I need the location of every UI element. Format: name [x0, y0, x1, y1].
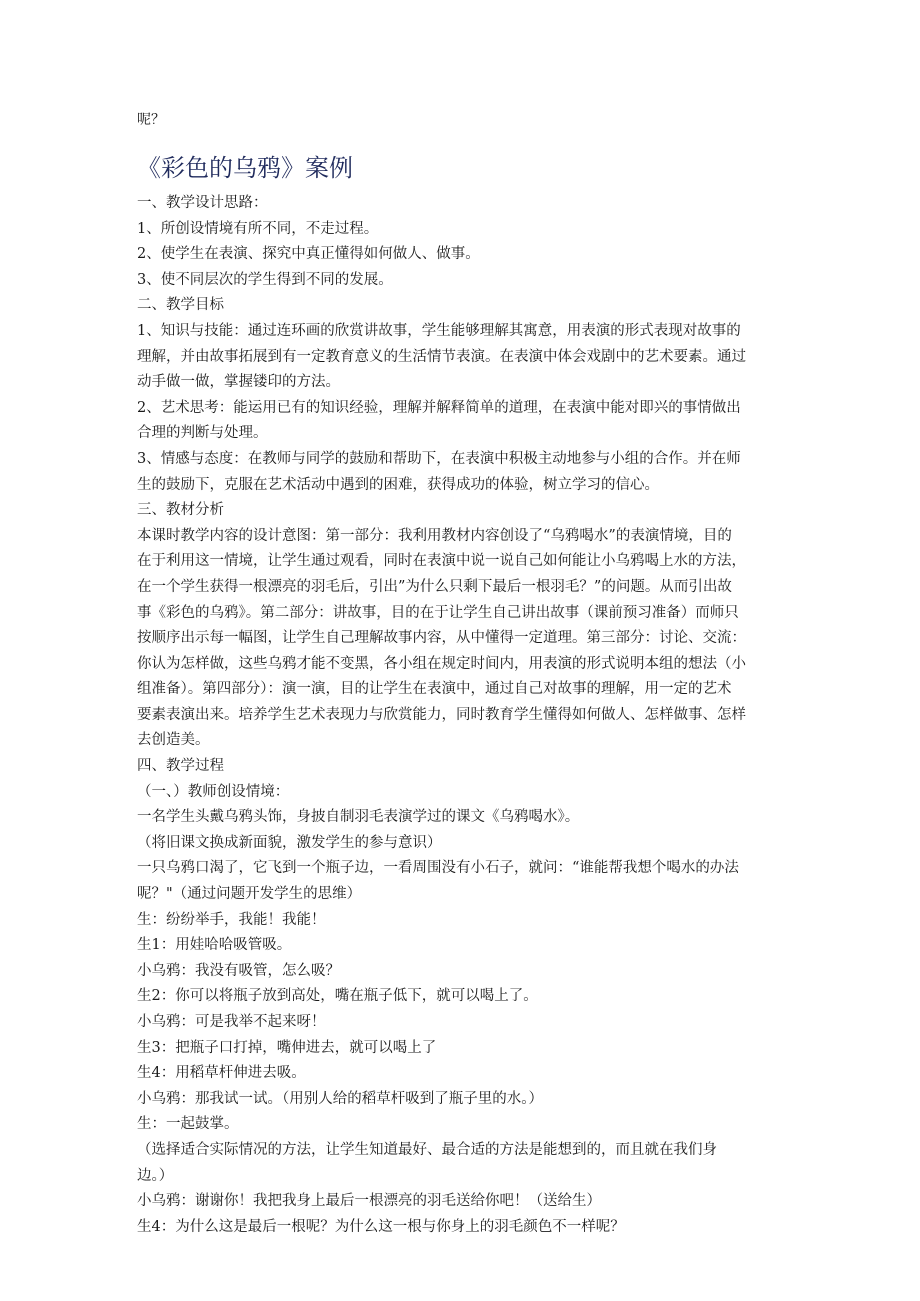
text-line: （选择适合实际情况的方法，让学生知道最好、最合适的方法是能想到的，而且就在我们身 [137, 1141, 717, 1158]
text-line: 去创造美。 [137, 732, 210, 749]
text-line: （将旧课文换成新面貌，激发学生的参与意识） [137, 834, 442, 851]
text-line: 小乌鸦：我没有吸管，怎么吸？ [137, 962, 340, 979]
text-line: 三、教材分析 [137, 502, 224, 519]
text-line: （一、）教师创设情境： [137, 783, 290, 800]
text-line: 呢？"（通过问题开发学生的思维） [137, 886, 362, 903]
text-line: 你认为怎样做，这些乌鸦才能不变黑，各小组在规定时间内，用表演的形式说明本组的想法（小 [137, 655, 746, 672]
text-line: 3、使不同层次的学生得到不同的发展。 [137, 271, 393, 288]
continuation-text: 呢？ [137, 112, 165, 128]
document-body [137, 191, 787, 1240]
text-line: 小乌鸦：谢谢你！我把我身上最后一根漂亮的羽毛送给你吧！（送给生） [137, 1193, 601, 1210]
text-line: 二、教学目标 [137, 297, 224, 314]
text-line: 边。） [137, 1167, 174, 1184]
text-line: 生2：你可以将瓶子放到高处，嘴在瓶子低下，就可以喝上了。 [137, 988, 538, 1005]
text-line: 一、教学设计思路： [137, 195, 268, 211]
text-line: 生1：用娃哈哈吸管吸。 [137, 937, 292, 954]
text-line: 按顺序出示每一幅图，让学生自己理解故事内容，从中懂得一定道理。第三部分：讨论、交流： [137, 630, 746, 647]
text-line: 组准备）。第四部分）：演一演，目的让学生在表演中，通过自己对故事的理解，用一定的艺术 [137, 681, 732, 698]
text-line: 要素表演出来。培养学生艺术表现力与欣赏能力，同时教育学生懂得如何做人、怎样做事、怎样 [137, 706, 746, 723]
text-line: 理解，并由故事拓展到有一定教育意义的生活情节表演。在表演中体会戏剧中的艺术要素。通过 [137, 348, 746, 365]
text-line: 1、所创设情境有所不同，不走过程。 [137, 220, 379, 237]
text-line: 1、知识与技能：通过连环画的欣赏讲故事，学生能够理解其寓意，用表演的形式表现对故事的 [137, 322, 741, 339]
text-line: 2、艺术思考：能运用已有的知识经验，理解并解释简单的道理，在表演中能对即兴的事情做出 [137, 399, 741, 416]
text-line: 在于利用这一情境，让学生通过观看，同时在表演中说一说自己如何能让小乌鸦喝上水的方法， [137, 553, 746, 570]
text-line: 小乌鸦：可是我举不起来呀！ [137, 1014, 326, 1030]
text-line: 生4：为什么这是最后一根呢？为什么这一根与你身上的羽毛颜色不一样呢？ [137, 1218, 625, 1235]
text-line: 一只乌鸦口渴了，它飞到一个瓶子边，一看周围没有小石子，就问：“谁能帮我想个喝水的办法 [137, 860, 739, 877]
text-line: 生3：把瓶子口打掉，嘴伸进去，就可以喝上了 [137, 1039, 437, 1056]
text-line: 合理的判断与处理。 [137, 425, 268, 442]
text-line: 事《彩色的乌鸦》。第二部分：讲故事，目的在于让学生自己讲出故事（课前预习准备）而师只 [137, 604, 739, 621]
text-line: 小乌鸦：那我试一试。（用别人给的稻草杆吸到了瓶子里的水。） [137, 1090, 543, 1107]
text-line: 生：纷纷举手，我能！我能！ [137, 911, 326, 928]
text-line: 生：一起鼓掌。 [137, 1116, 239, 1133]
text-line: 生的鼓励下，克服在艺术活动中遇到的困难，获得成功的体验，树立学习的信心。 [137, 476, 659, 493]
text-line: 2、使学生在表演、探究中真正懂得如何做人、做事。 [137, 246, 480, 263]
text-line: 一名学生头戴乌鸦头饰，身披自制羽毛表演学过的课文《乌鸦喝水》。 [137, 809, 580, 826]
text-line: 动手做一做，掌握镂印的方法。 [137, 374, 340, 391]
text-line: 3、情感与态度：在教师与同学的鼓励和帮助下，在表演中积极主动地参与小组的合作。并在师 [137, 450, 741, 467]
text-line: 生4：用稻草杆伸进去吸。 [137, 1065, 306, 1082]
text-line: 四、教学过程 [137, 758, 224, 775]
text-line: 在一个学生获得一根漂亮的羽毛后，引出”为什么只剩下最后一根羽毛？”的问题。从而引出故 [137, 578, 732, 595]
text-line: 本课时教学内容的设计意图：第一部分：我利用教材内容创设了“乌鸦喝水”的表演情境，目的 [137, 527, 732, 544]
document-title: 《彩色的乌鸦》案例 [137, 154, 353, 182]
